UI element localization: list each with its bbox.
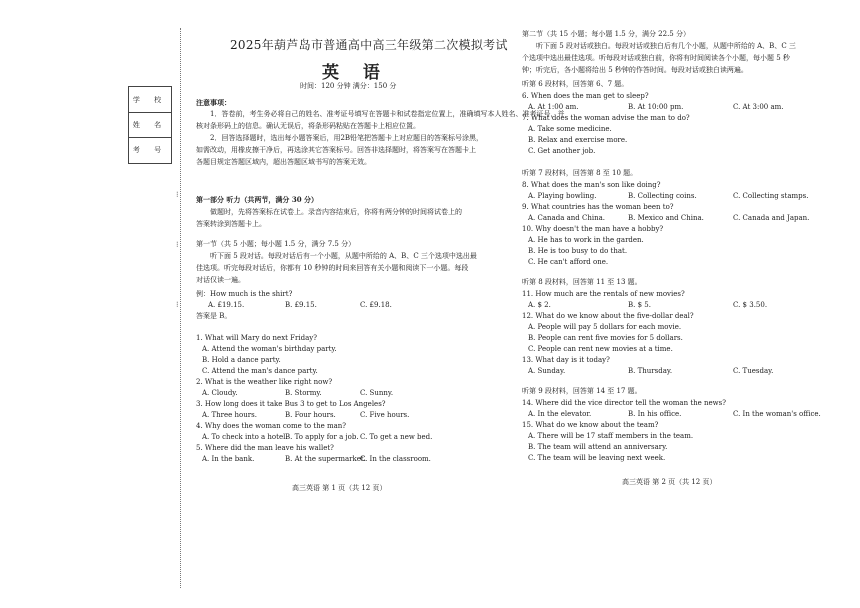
option: B. He is too busy to do that. — [528, 247, 628, 255]
option: C. People can rent new movies at a time. — [528, 345, 673, 353]
option: C. The team will be leaving next week. — [528, 454, 666, 462]
question-15: 15. What do we know about the team? — [522, 421, 659, 429]
question-5: 5. Where did the man leave his wallet? — [196, 444, 334, 452]
option: A. There will be 17 staff members in the team. — [528, 432, 694, 440]
group-label: 听第 8 段材料，回答第 11 至 13 题。 — [522, 278, 642, 286]
option: B. Relax and exercise more. — [528, 136, 628, 144]
option: B. At the supermarket. — [285, 455, 366, 463]
question-3: 3. How long does it take Bus 3 to get to Los Angeles? — [196, 400, 386, 408]
question-12: 12. What do we know about the five-dollar deal? — [522, 312, 694, 320]
option: B. Collecting coins. — [628, 192, 697, 200]
option: B. Thursday. — [628, 367, 673, 375]
example-answer: 答案是 B。 — [196, 312, 232, 320]
option: C. Get another job. — [528, 147, 596, 155]
option: A. At 1:00 am. — [528, 103, 579, 111]
notes-line: 各题目规定答题区域内，超出答题区域书写的答案无效。 — [196, 158, 371, 166]
binding-mark: ⁝ — [176, 300, 179, 309]
option: A. He has to work in the garden. — [528, 236, 644, 244]
group-label: 听第 9 段材料，回答第 14 至 17 题。 — [522, 387, 642, 395]
exam-number-label: 考 号 — [132, 145, 168, 154]
option: A. Take some medicine. — [528, 125, 612, 133]
subject-title: 英 语 — [322, 63, 389, 83]
student-info-box — [128, 86, 172, 164]
option: C. In the classroom. — [360, 455, 431, 463]
question-10: 10. Why doesn't the man have a hobby? — [522, 225, 664, 233]
option: B. At 10:00 pm. — [628, 103, 684, 111]
option: B. Four hours. — [285, 411, 336, 419]
question-8: 8. What does the man's son like doing? — [522, 181, 661, 189]
option: C. In the woman's office. — [733, 410, 821, 418]
notes-line: 2．回答选择题时，选出每小题答案后，用2B铅笔把答题卡上对应题目的答案标号涂黑， — [210, 134, 484, 142]
question-4: 4. Why does the woman come to the man? — [196, 422, 347, 430]
option: C. $ 3.50. — [733, 301, 768, 309]
section1-intro: 听下面 5 段对话。每段对话后有一个小题，从题中所给的 A、B、C 三个选项中选出最 — [210, 252, 477, 260]
option: B. In his office. — [628, 410, 682, 418]
option: B. Mexico and China. — [628, 214, 704, 222]
section2-heading: 第二节（共 15 小题；每小题 1.5 分，满分 22.5 分） — [522, 30, 690, 38]
option: B. $ 5. — [628, 301, 651, 309]
option: C. Five hours. — [360, 411, 410, 419]
section1-intro: 对话仅读一遍。 — [196, 276, 245, 284]
section2-intro: 钟；听完后，各小题将给出 5 秒钟的作答时间。每段对话或独白读两遍。 — [522, 66, 748, 74]
group-label: 听第 6 段材料，回答第 6、7 题。 — [522, 80, 629, 88]
option: B. Hold a dance party. — [202, 356, 281, 364]
option: A. $ 2. — [528, 301, 551, 309]
option: A. In the elevator. — [528, 410, 592, 418]
section2-intro: 个选项中选出最佳选项。听每段对话或独白前，你将有时间阅读各个小题，每小题 5 秒 — [522, 54, 790, 62]
question-13: 13. What day is it today? — [522, 356, 610, 364]
part1-intro: 答案转涂到答题卡上。 — [196, 220, 266, 228]
option: C. Attend the man's dance party. — [202, 367, 318, 375]
page-footer-left: 高三英语 第 1 页（共 12 页） — [292, 484, 387, 492]
question-6: 6. When does the man get to sleep? — [522, 92, 649, 100]
page-footer-right: 高三英语 第 2 页（共 12 页） — [622, 478, 717, 486]
example-question: 例：How much is the shirt? — [196, 290, 293, 298]
exam-title: 2025年葫芦岛市普通高中高三年级第二次模拟考试 — [230, 38, 508, 52]
option: C. To get a new bed. — [360, 433, 433, 441]
example-option: B. £9.15. — [285, 301, 317, 309]
notes-line: 核对条形码上的信息。确认无误后，将条形码粘贴在答题卡上相应位置。 — [196, 122, 420, 130]
option: A. In the bank. — [202, 455, 255, 463]
option: A. Attend the woman's birthday party. — [202, 345, 337, 353]
option: A. Canada and China. — [528, 214, 605, 222]
option: B. The team will attend an anniversary. — [528, 443, 668, 451]
section2-intro: 听下面 5 段对话或独白。每段对话或独白后有几个小题，从题中所给的 A、B、C 三 — [536, 42, 796, 50]
name-label: 姓 名 — [129, 112, 171, 138]
section1-heading: 第一节（共 5 小题；每小题 1.5 分，满分 7.5 分） — [196, 240, 356, 248]
option: A. Three hours. — [202, 411, 257, 419]
question-1: 1. What will Mary do next Friday? — [196, 334, 317, 342]
option: C. Collecting stamps. — [733, 192, 809, 200]
example-option: A. £19.15. — [208, 301, 245, 309]
question-2: 2. What is the weather like right now? — [196, 378, 333, 386]
option: A. Playing bowling. — [528, 192, 597, 200]
binding-mark: ⁝ — [176, 190, 179, 199]
part1-heading: 第一部分 听力（共两节，满分 30 分） — [196, 195, 319, 204]
option: C. Canada and Japan. — [733, 214, 810, 222]
option: A. Cloudy. — [202, 389, 238, 397]
group-label: 听第 7 段材料，回答第 8 至 10 题。 — [522, 169, 638, 177]
question-11: 11. How much are the rentals of new movies? — [522, 290, 685, 298]
question-9: 9. What countries has the woman been to? — [522, 203, 674, 211]
example-option: C. £9.18. — [360, 301, 392, 309]
notes-line: 如需改动，用橡皮擦干净后，再选涂其它答案标号。回答非选择题时，将答案写在答题卡上 — [196, 146, 476, 154]
time-info: 时间：120 分钟 满分：150 分 — [300, 82, 397, 90]
option: C. He can't afford one. — [528, 258, 609, 266]
option: B. To apply for a job. — [285, 433, 359, 441]
option: B. Stormy. — [285, 389, 322, 397]
option: C. Tuesday. — [733, 367, 774, 375]
school-label: 学 校 — [129, 87, 171, 113]
option: C. At 3:00 am. — [733, 103, 784, 111]
option: C. Sunny. — [360, 389, 394, 397]
question-7: 7. What does the woman advise the man to do? — [522, 114, 690, 122]
question-14: 14. Where did the vice director tell the woman the news? — [522, 399, 727, 407]
notes-heading: 注意事项： — [196, 98, 231, 107]
option: B. People can rent five movies for 5 dollars. — [528, 334, 683, 342]
part1-intro: 做题时，先将答案标在试卷上。录音内容结束后，你将有两分钟的时间将试卷上的 — [210, 208, 462, 216]
option: A. Sunday. — [528, 367, 566, 375]
binding-line — [180, 28, 181, 588]
option: A. To check into a hotel. — [202, 433, 288, 441]
option: A. People will pay 5 dollars for each movie. — [528, 323, 682, 331]
notes-line: 1．答卷前，考生务必将自己的姓名、准考证号填写在答题卡和试卷指定位置上，准确填写本人姓名、准考证号，并 — [210, 110, 565, 118]
section1-intro: 佳选项。听完每段对话后，你都有 10 秒钟的时间来回答有关小题和阅读下一小题。每段 — [196, 264, 469, 272]
binding-mark: ⁝ — [176, 240, 179, 249]
